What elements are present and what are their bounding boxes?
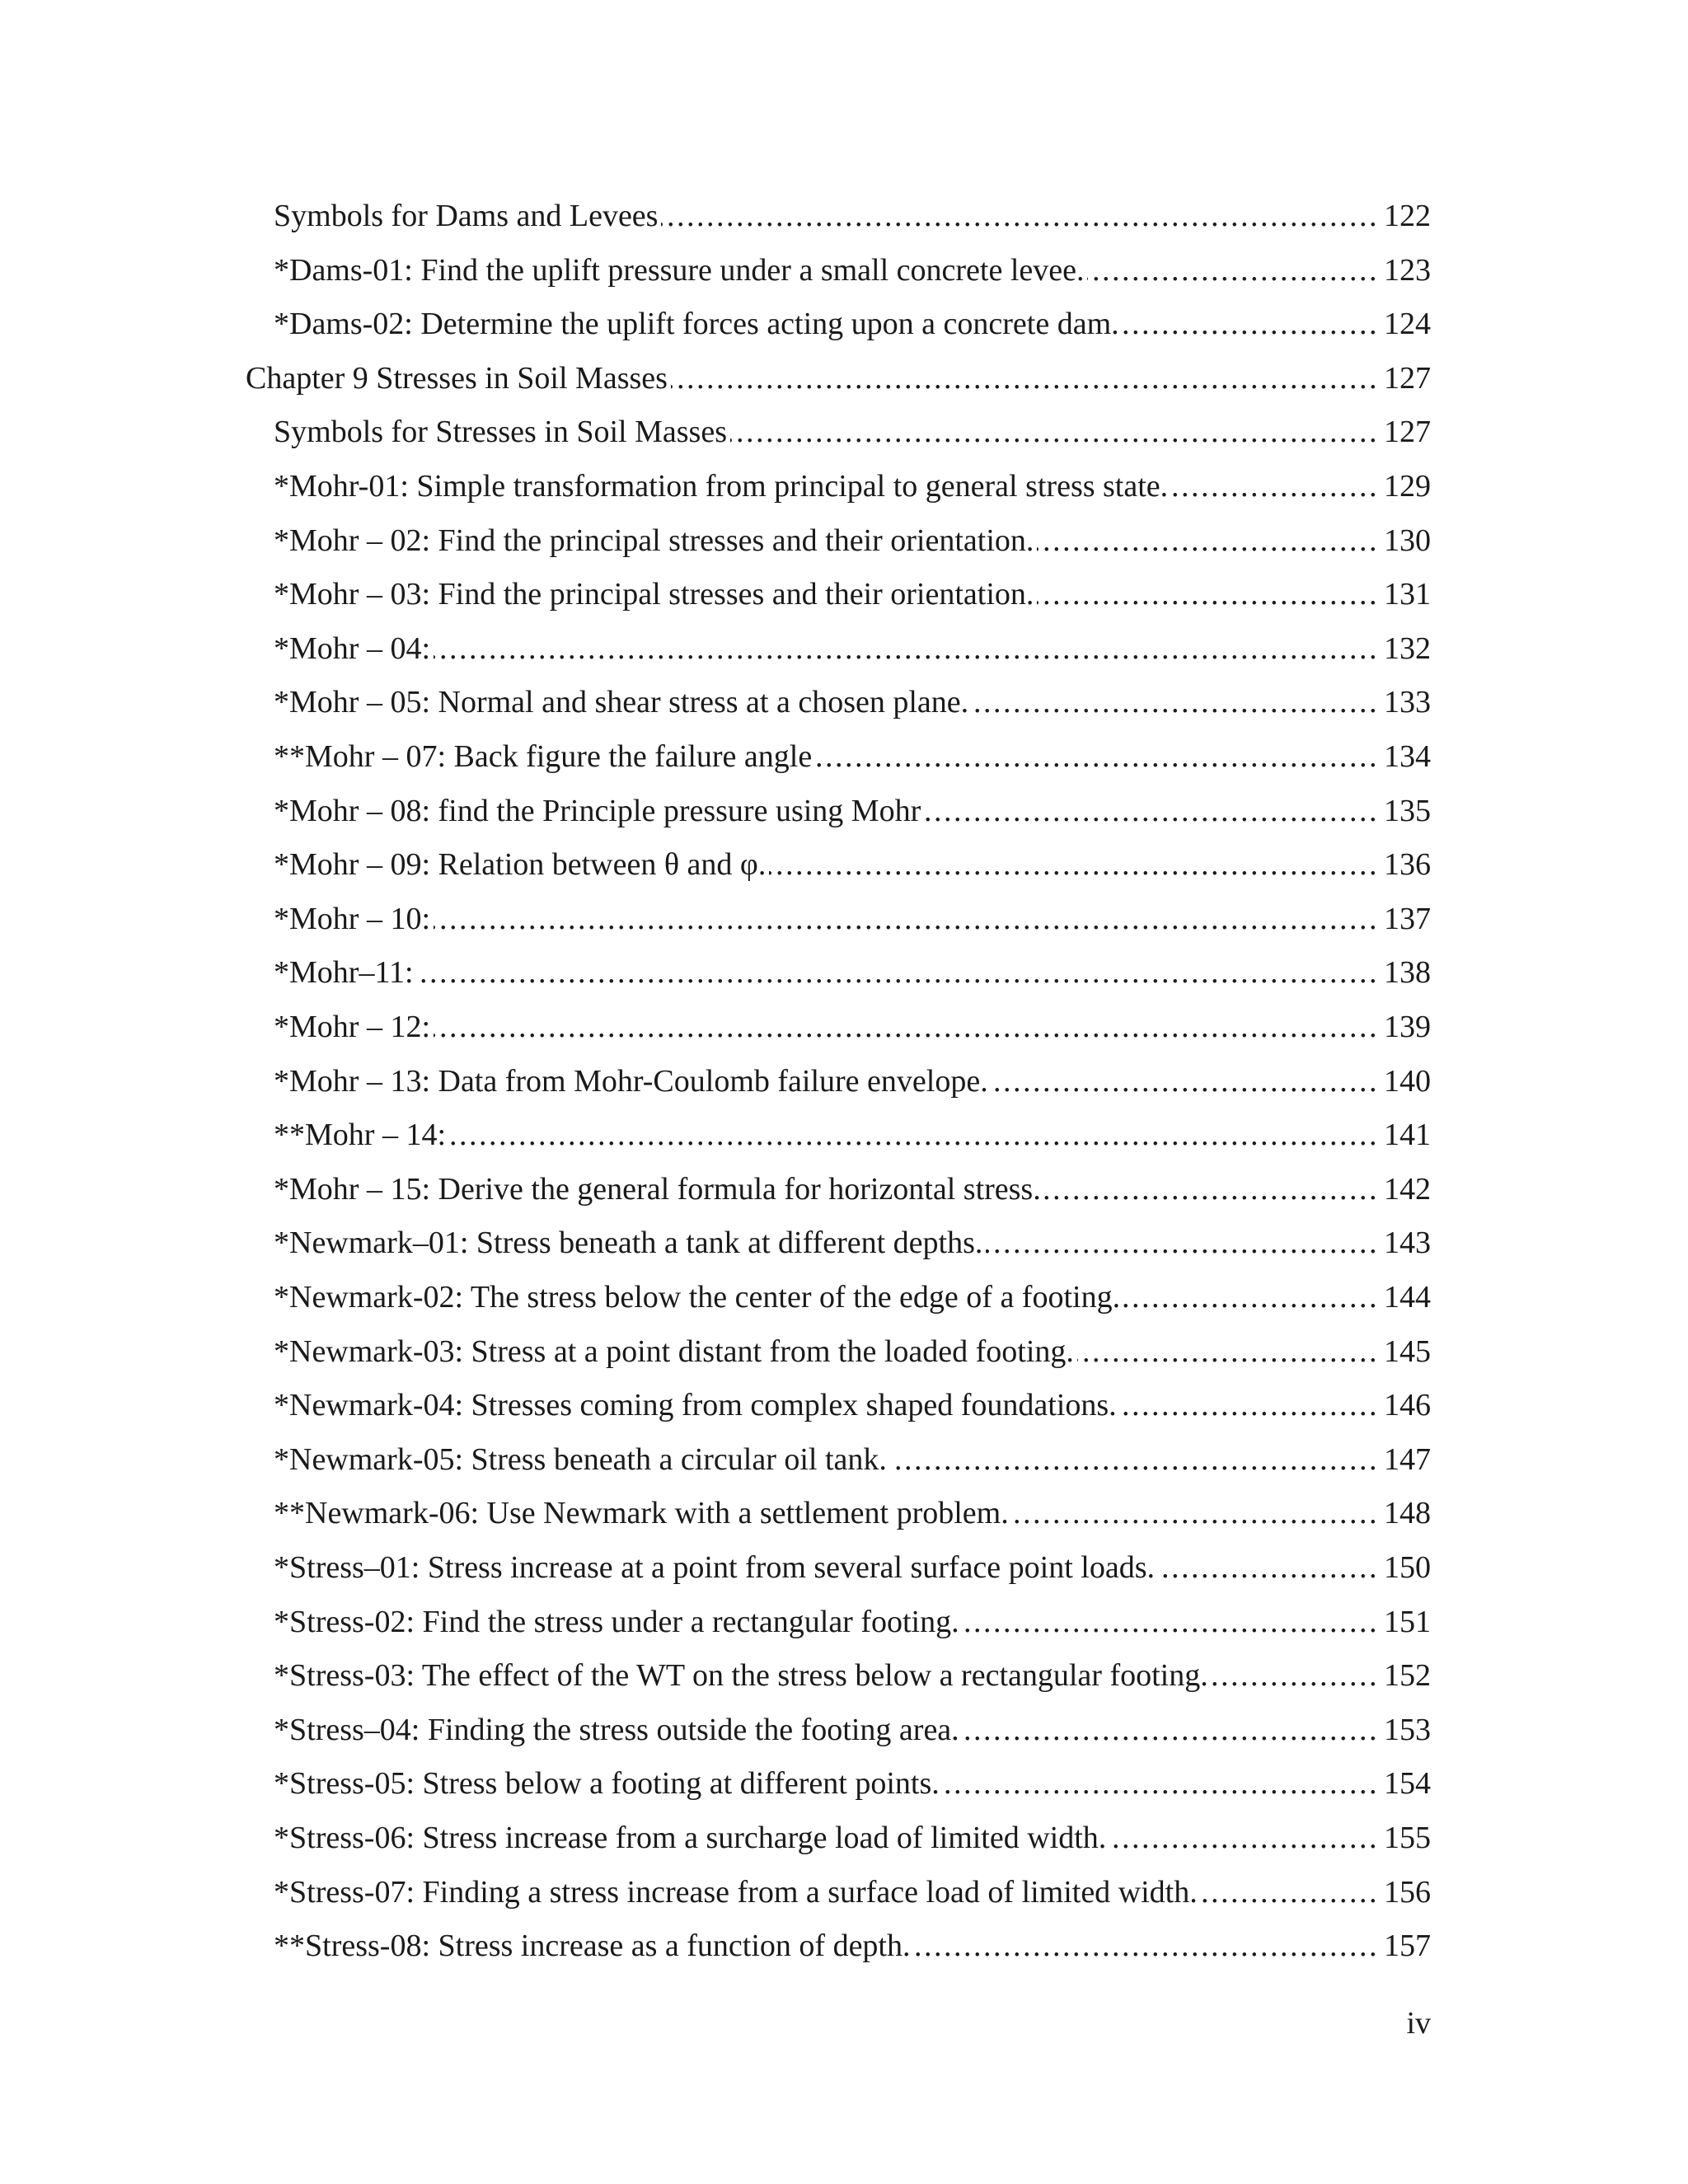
toc-entry-page: 155: [1384, 1821, 1431, 1855]
toc-entry-title: *Mohr – 15: Derive the general formula for horizontal stress.: [274, 1172, 1041, 1207]
toc-entry-page: 133: [1384, 685, 1431, 719]
toc-dot-leader: [417, 952, 1379, 993]
toc-entry-page: 145: [1384, 1334, 1431, 1369]
toc-dot-leader: [1109, 1817, 1379, 1858]
toc-entry-page: 130: [1384, 523, 1431, 558]
toc-entry-page: 129: [1384, 469, 1431, 504]
toc-entry[interactable]: [274, 411, 1431, 452]
toc-entry-page: 140: [1384, 1064, 1431, 1099]
toc-entry-page: 127: [1384, 361, 1431, 396]
toc-entry-title: *Stress-02: Find the stress under a rectangular footing.: [274, 1605, 959, 1639]
toc-dot-leader: [815, 736, 1379, 777]
toc-entry[interactable]: [274, 898, 1431, 940]
toc-entry-page: 135: [1384, 794, 1431, 828]
toc-entry[interactable]: [274, 1439, 1431, 1480]
toc-entry-title: *Newmark-04: Stresses coming from complex shaped foundations.: [274, 1388, 1117, 1422]
toc-entry-title: *Dams-02: Determine the uplift forces acting upon a concrete dam.: [274, 307, 1119, 341]
toc-entry[interactable]: [274, 466, 1431, 507]
toc-entry[interactable]: [274, 1925, 1431, 1966]
toc-dot-leader: [1012, 1493, 1379, 1534]
toc-entry-page: 139: [1384, 1010, 1431, 1044]
toc-entry-title: Symbols for Dams and Levees: [274, 199, 659, 233]
toc-entry-title: *Stress-03: The effect of the WT on the stress below a rectangular footing.: [274, 1658, 1208, 1693]
toc-entry-page: 124: [1384, 307, 1431, 341]
toc-entry[interactable]: [274, 1277, 1431, 1318]
toc-entry-page: 138: [1384, 955, 1431, 990]
toc-chapter-entry[interactable]: [246, 358, 1431, 399]
toc-entry[interactable]: [274, 1709, 1431, 1750]
toc-entry-page: 122: [1384, 199, 1431, 233]
toc-entry-title: *Mohr – 10:: [274, 902, 430, 936]
toc-entry-title: *Stress-07: Finding a stress increase from a surface load of limited width.: [274, 1875, 1198, 1910]
toc-dot-leader: [924, 790, 1379, 832]
toc-entry-title: *Stress-06: Stress increase from a surcharge load of limited width.: [274, 1821, 1107, 1855]
toc-entry[interactable]: [274, 682, 1431, 723]
toc-entry[interactable]: [274, 952, 1431, 993]
toc-entry-title: *Mohr – 05: Normal and shear stress at a chosen plane.: [274, 685, 969, 719]
toc-entry[interactable]: [274, 1222, 1431, 1263]
toc-entry[interactable]: [274, 1601, 1431, 1643]
toc-entry-title: *Stress–04: Finding the stress outside the footing area.: [274, 1713, 959, 1747]
toc-entry-title: *Mohr – 12:: [274, 1010, 430, 1044]
toc-dot-leader: [1123, 1277, 1379, 1318]
toc-entry-page: 150: [1384, 1550, 1431, 1585]
toc-entry-title: *Dams-01: Find the uplift pressure under a small concrete levee.: [274, 253, 1085, 288]
toc-dot-leader: [449, 1114, 1379, 1155]
toc-entry-title: *Stress-05: Stress below a footing at different points.: [274, 1766, 940, 1801]
toc-entry-page: 143: [1384, 1226, 1431, 1260]
toc-dot-leader: [661, 195, 1379, 237]
toc-entry-title: Symbols for Stresses in Soil Masses: [274, 415, 727, 449]
toc-entry-page: 136: [1384, 847, 1431, 882]
toc-dot-leader: [972, 682, 1379, 723]
toc-entry-title: **Mohr – 07: Back figure the failure angle: [274, 739, 813, 774]
toc-dot-leader: [992, 1061, 1379, 1102]
toc-entry[interactable]: [274, 628, 1431, 669]
toc-entry-page: 156: [1384, 1875, 1431, 1910]
toc-entry[interactable]: [274, 250, 1431, 291]
toc-entry-title: *Mohr – 09: Relation between θ and φ.: [274, 847, 767, 882]
toc-dot-leader: [890, 1439, 1379, 1480]
toc-dot-leader: [1171, 466, 1379, 507]
toc-entry-page: 132: [1384, 631, 1431, 666]
toc-dot-leader: [1120, 1385, 1379, 1426]
toc-dot-leader: [963, 1709, 1379, 1750]
toc-entry-page: 123: [1384, 253, 1431, 288]
toc-dot-leader: [914, 1925, 1380, 1966]
toc-dot-leader: [1077, 1331, 1379, 1372]
toc-dot-leader: [1087, 250, 1379, 291]
toc-dot-leader: [1123, 303, 1379, 344]
toc-entry-title: *Mohr – 08: find the Principle pressure using Mohr: [274, 794, 921, 828]
toc-entry-title: *Mohr – 02: Find the principal stresses and their orientation.: [274, 523, 1034, 558]
toc-entry-title: *Stress–01: Stress increase at a point from several surface point loads.: [274, 1550, 1155, 1585]
toc-dot-leader: [434, 628, 1379, 669]
toc-dot-leader: [1037, 574, 1379, 615]
toc-entry-title: **Mohr – 14:: [274, 1118, 446, 1152]
toc-entry-page: 146: [1384, 1388, 1431, 1422]
toc-entry-title: **Newmark-06: Use Newmark with a settlement problem.: [274, 1496, 1009, 1530]
toc-entry-title: *Mohr – 03: Find the principal stresses and their orientation.: [274, 577, 1034, 612]
toc-entry-title: *Newmark-02: The stress below the center of the edge of a footing.: [274, 1280, 1121, 1315]
toc-entry[interactable]: [274, 1331, 1431, 1372]
toc-dot-leader: [1037, 520, 1379, 561]
toc-entry[interactable]: [274, 1763, 1431, 1804]
toc-dot-leader: [1212, 1655, 1379, 1696]
toc-entry-page: 147: [1384, 1442, 1431, 1477]
toc-entry-page: 137: [1384, 902, 1431, 936]
toc-entry-page: 134: [1384, 739, 1431, 774]
toc-entry-title: **Stress-08: Stress increase as a function of depth.: [274, 1929, 911, 1963]
toc-entry-title: *Newmark–01: Stress beneath a tank at different depths.: [274, 1226, 983, 1260]
toc-entry[interactable]: [274, 195, 1431, 237]
toc-entry-page: 141: [1384, 1118, 1431, 1152]
toc-dot-leader: [986, 1222, 1379, 1263]
toc-dot-leader: [434, 1006, 1379, 1047]
toc-entry[interactable]: [274, 1817, 1431, 1858]
toc-entry-title: *Mohr – 13: Data from Mohr-Coulomb failure envelope.: [274, 1064, 988, 1099]
toc-dot-leader: [434, 898, 1379, 940]
toc-entry[interactable]: [274, 1493, 1431, 1534]
toc-entry-page: 157: [1384, 1929, 1431, 1963]
toc-entry-page: 151: [1384, 1605, 1431, 1639]
toc-entry[interactable]: [274, 1872, 1431, 1913]
toc-entry-page: 142: [1384, 1172, 1431, 1207]
toc-dot-leader: [730, 411, 1379, 452]
toc-entry-title: *Mohr–11:: [274, 955, 414, 990]
toc-entry[interactable]: [274, 736, 1431, 777]
toc-dot-leader: [1201, 1872, 1379, 1913]
toc-entry[interactable]: [274, 790, 1431, 832]
toc-entry[interactable]: [274, 520, 1431, 561]
toc-entry[interactable]: [274, 1655, 1431, 1696]
toc-entry[interactable]: [274, 303, 1431, 344]
toc-entry-page: 152: [1384, 1658, 1431, 1693]
toc-dot-leader: [963, 1601, 1379, 1643]
toc-entry-page: 144: [1384, 1280, 1431, 1315]
toc-entry[interactable]: [274, 574, 1431, 615]
toc-entry[interactable]: [274, 1547, 1431, 1588]
toc-entry[interactable]: [274, 1114, 1431, 1155]
toc-entry-page: 154: [1384, 1766, 1431, 1801]
toc-entry-title: *Mohr – 04:: [274, 631, 430, 666]
page-number: iv: [1406, 2006, 1431, 2041]
toc-entry[interactable]: [274, 844, 1431, 885]
toc-dot-leader: [769, 844, 1379, 885]
toc-entry[interactable]: [274, 1169, 1431, 1210]
toc-entry-title: *Newmark-03: Stress at a point distant from the loaded footing.: [274, 1334, 1074, 1369]
toc-entry-title: *Newmark-05: Stress beneath a circular oil tank.: [274, 1442, 887, 1477]
toc-dot-leader: [671, 358, 1379, 399]
toc-dot-leader: [1158, 1547, 1379, 1588]
toc-dot-leader: [943, 1763, 1379, 1804]
toc-entry-page: 127: [1384, 415, 1431, 449]
toc-entry-title: *Mohr-01: Simple transformation from principal to general stress state.: [274, 469, 1169, 504]
toc-entry[interactable]: [274, 1385, 1431, 1426]
toc-entry-page: 153: [1384, 1713, 1431, 1747]
toc-entry-page: 148: [1384, 1496, 1431, 1530]
toc-entry[interactable]: [274, 1061, 1431, 1102]
toc-entry[interactable]: [274, 1006, 1431, 1047]
toc-entry-page: 131: [1384, 577, 1431, 612]
toc-dot-leader: [1044, 1169, 1379, 1210]
toc-entry-title: Chapter 9 Stresses in Soil Masses: [246, 361, 668, 396]
